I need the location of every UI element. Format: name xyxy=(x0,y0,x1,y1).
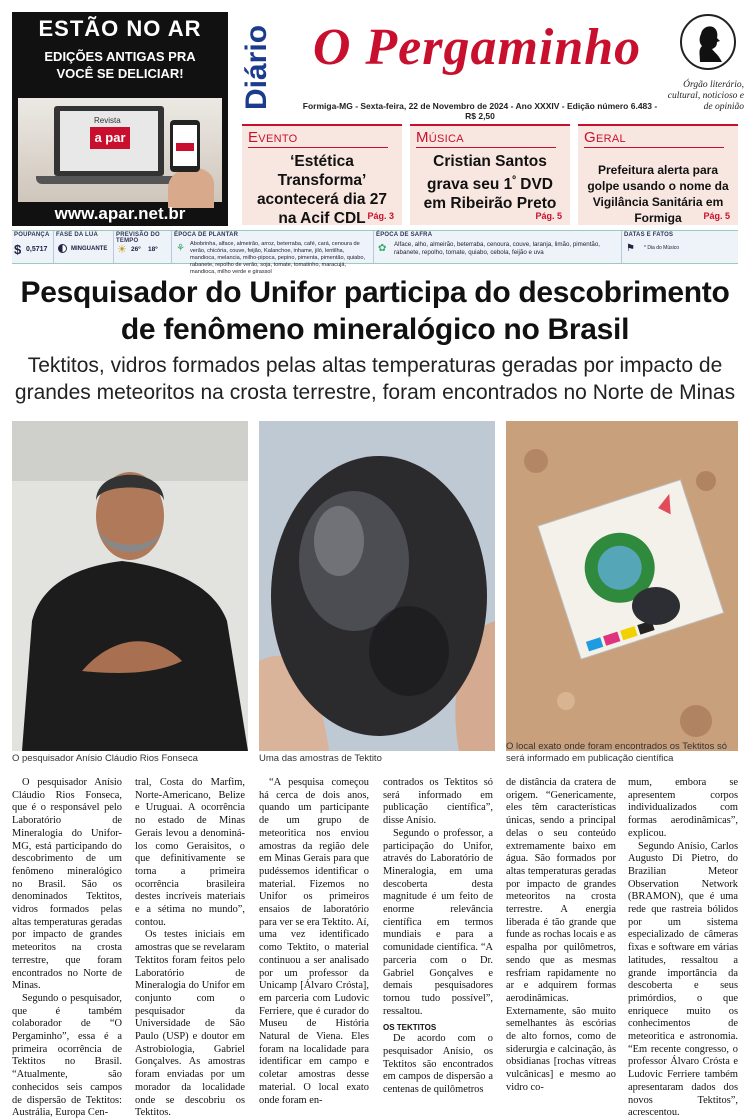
teaser-page: Pág. 5 xyxy=(703,211,730,221)
dollar-icon: $ xyxy=(14,242,22,257)
article-column-5 xyxy=(506,777,616,1095)
subhead-line1: Tektitos, vidros formados pelas altas temperaturas geradas por impacto de xyxy=(27,354,723,377)
section-subheading: OS TEKTITOS xyxy=(383,1023,437,1033)
teaser-headline[interactable]: Prefeitura alerta para golpe usando o nome da Vigilância Sanitária em Formiga xyxy=(587,163,729,225)
teaser-geral[interactable] xyxy=(578,124,738,225)
subhead-line2: grandes meteoritos na crosta terrestre, foram encontrados no Norte de Minas xyxy=(14,381,736,404)
teaser-category: Geral xyxy=(584,129,626,146)
epoca-de-plantar: ÉPOCA DE PLANTAR ⚘ Abobrinha, alface, almeirão, arroz, beterraba, café, cará, cenoura de verão, chicória, couve, feijão, Kalanchoe, inhame, jiló, lentilha, mandioca, melancia, milho-pipoca, pepino, pimenta, pimentão, quiabo, rabanete, repolho de verão, soja, tomate, tomatinho, maracujá, mandioca, milho verde e girassol xyxy=(172,231,374,263)
teaser-page: Pág. 3 xyxy=(367,211,394,221)
epoca-de-safra: ÉPOCA DE SAFRA ✿ Alface, alho, almeirão, beterraba, cenoura, couve, laranja, limão, pimentão, rabanete, repolho, tomate, quiabo, cebola, feijão e uva xyxy=(374,231,622,263)
phone-icon xyxy=(170,120,200,172)
article-column-4 xyxy=(383,777,493,1097)
teaser-page: Pág. 5 xyxy=(535,211,562,221)
ad-brand-logo: a par xyxy=(90,127,130,149)
paragraph: De acordo com o pesquisador Anísio, os Tektitos são encontrados em campos de dispersão a centenas de quilômetros xyxy=(383,1033,493,1096)
ad-title: ESTÃO NO AR xyxy=(38,16,202,41)
dateline: Formiga-MG - Sexta-feira, 22 de Novembro de 2024 - Ano XXXIV - Edição número 6.483 - R$ 2,50 xyxy=(302,101,658,121)
info-strip xyxy=(12,230,738,275)
paragraph: Os testes iniciais em amostras que se revelaram Tektitos foram feitos pelo Laboratório de Mineralogia do Unifor em conjunto com o pesquisador da Universidade de São Paulo (USP) e doutor em Astrobiologia, Gabriel Gonçalves. As amostras foram enviadas por um morador da localidade onde se descobriu os Tektitos. xyxy=(135,929,245,1119)
harvest-icon: ✿ xyxy=(378,243,387,254)
paragraph: “A pesquisa começou há cerca de dois anos, quando um participante de um grupo de meteoritica nos enviou amostras da região dele em Minas Gerais para que pudéssemos identificar o material. Fizemos no Unifor os primeiros ensaios de laboratório para ver se era Tektito. Aí, uma vez identificado como Tektito, o material continuou a ser analisado por um professor da Unicamp [Álvaro Crósta], em parceria com Ludovic Ferriere, que é curador do Museu de História Natural de Viena. Eles foram na localidade para identificar em campo e coletar amostras desse material. O local exato onde foram en- xyxy=(259,777,369,1106)
teaser-category: Evento xyxy=(248,129,298,146)
tagline: Órgão literário, cultural, noticioso e de opinião xyxy=(667,80,744,112)
caption-photo3: O local exato onde foram encontrados os Tektitos só será informado em publicação científica xyxy=(506,741,728,764)
paragraph: contrados os Tektitos só será informado em publicação científica”, disse Anísio. xyxy=(383,777,493,827)
ad-brand-small: Revista xyxy=(94,116,121,125)
paragraph: tral, Costa do Marfim, Norte-Americano, Belize e Uruguai. A ocorrência no estado de Minas Gerais levou a denominá-los como Geraisitos, o que definitivamente se torna a primeira ocorrência brasileira destes incríveis materiais e a sétima no mundo”, contou. xyxy=(135,777,245,928)
sun-icon: ☀ xyxy=(117,243,127,256)
fase-da-lua: FASE DA LUA MINGUANTE xyxy=(54,231,114,263)
diario-label xyxy=(234,14,274,114)
article-column-6 xyxy=(628,777,738,1120)
teaser-headline[interactable]: ‘Estética Transforma’ acontecerá dia 27 na Acif CDL xyxy=(256,153,388,227)
diario-text: Diário xyxy=(240,24,273,110)
paragraph: Segundo Anísio, Carlos Augusto Di Pietro, do Brazilian Meteor Observation Network (BRAMON), que é uma rede que rastreia bólidos por um sistema especializado de câmeras fixas e software em várias latitudes, ressaltou a grande importância da descoberta e seus primórdios, o que enriquece muito os conhecimentos de meteoritica e astronomia. “Em recente congresso, o professor Álvaro Crósta e Ludovic Ferriere também apresentaram dados dos novos Tektitos”, acrescentou. xyxy=(628,840,738,1119)
article-column-2 xyxy=(135,777,245,1120)
teaser-category: Música xyxy=(416,129,464,146)
ad-subtitle xyxy=(12,48,228,82)
teaser-evento[interactable] xyxy=(242,124,402,225)
ad-image xyxy=(18,98,222,202)
hand-icon xyxy=(168,168,214,208)
poupanca: POUPANÇA $ 0,5717 xyxy=(12,231,54,263)
ad-banner[interactable] xyxy=(12,12,228,226)
caption-photo1: O pesquisador Anísio Cláudio Rios Fonseca xyxy=(12,753,198,764)
silhouette-logo-icon xyxy=(680,14,736,70)
subheadline xyxy=(12,352,738,406)
datas-e-fatos: DATAS E FATOS ⚑ * Dia do Músico xyxy=(624,232,680,254)
paragraph: Segundo o professor, a participação do Unifor, através do Laboratório de Mineralogia, em uma descoberta desta magnitude é um feito de enorme relevância científica em termos mundiais e para a comunidade científica. “A parceria com o Dr. Gabriel Gonçalves e demais pesquisadores tornou tudo possível”, ressaltou. xyxy=(383,827,493,1017)
article-column-1 xyxy=(12,777,122,1120)
main-headline[interactable] xyxy=(12,274,738,348)
teaser-headline[interactable]: Cristian Santos grava seu $1^º$ DVD em Ribeirão Preto xyxy=(423,153,557,213)
newspaper-logo[interactable]: O Pergaminho xyxy=(312,19,642,76)
photo-researcher[interactable] xyxy=(12,421,248,751)
article-column-3 xyxy=(259,777,369,1107)
paragraph: mum, embora se apresentem corpos individualizados com formas aerodinâmicas”, explicou. xyxy=(628,777,738,839)
laptop-icon xyxy=(54,106,164,176)
ad-subtitle-line2: VOCÊ SE DELICIAR! xyxy=(56,66,184,81)
teaser-musica[interactable] xyxy=(410,124,570,225)
ad-url[interactable]: www.apar.net.br xyxy=(54,204,186,223)
headline-line2: de fenômeno mineralógico no Brasil xyxy=(120,313,630,346)
photo-location[interactable] xyxy=(506,421,738,751)
paragraph: de distância da cratera de origem. “Genericamente, eles têm características únicas, sendo a principal delas o seu conteúdo extremamente baixo em água. São formados por altas temperaturas geradas por impacto de grandes meteoritos na crosta terrestre. A energia liberada é tão grande que funde as rochas locais e as espalha por quilômetros, sendo que as mesmas resfriam rapidamente no ar e adquirem formas aerodinâmicas. Externamente, são muito semelhantes às escórias de alto fornos, como de siderurgia e calcinação, às obsidianas [rochas vítreas vulcânicas] e mesmo ao vidro co- xyxy=(506,777,616,1093)
paragraph: Segundo o pesquisador, que é também colaborador de “O Pergaminho”, essa é a primeira ocorrência de Tektitos no Brasil. “Atualmente, são conhecidos seis campos de dispersão de Tektitos: Austrália, Europa Cen- xyxy=(12,992,122,1119)
previsao-do-tempo: PREVISÃO DO TEMPO ☀ 26º 18º xyxy=(114,231,172,263)
paragraph: O pesquisador Anísio Cláudio Rios Fonseca, que é o responsável pelo Laboratório de Mineralogia do Unifor-MG, está participando do descobrimento de um fenômeno mineralógico no Brasil. São os denominados Tektitos, vidros formados pelas altas temperaturas geradas por impacto de grandes meteoritos na crosta terrestre, que foram encontrados no Norte de Minas. xyxy=(12,777,122,992)
ad-subtitle-line1: EDIÇÕES ANTIGAS PRA xyxy=(44,49,196,64)
plant-icon: ⚘ xyxy=(176,243,185,254)
caption-photo2: Uma das amostras de Tektito xyxy=(259,753,382,764)
moon-icon xyxy=(58,244,67,253)
headline-line1: Pesquisador do Unifor participa do descobrimento xyxy=(20,276,730,309)
photo-tektite-sample[interactable] xyxy=(259,421,495,751)
flag-icon: ⚑ xyxy=(626,243,635,254)
